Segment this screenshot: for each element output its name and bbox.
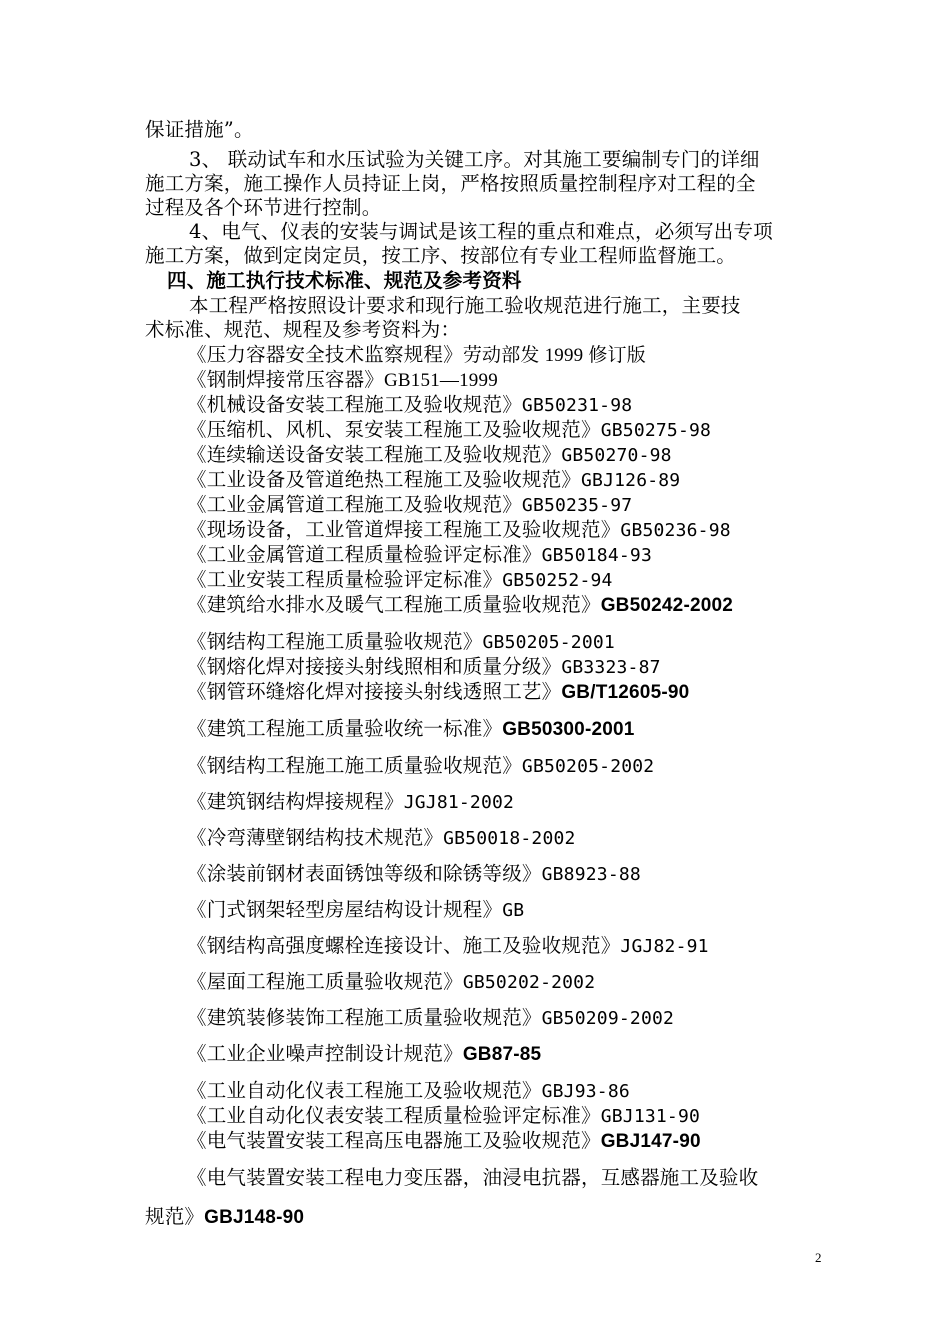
standard-code: GB50300-2001 bbox=[502, 719, 635, 740]
standard-item-wrapped-continuation bbox=[145, 1205, 304, 1230]
standard-code: GB50231-98 bbox=[521, 395, 633, 416]
standard-item bbox=[187, 630, 615, 655]
standard-code: GB50184-93 bbox=[541, 545, 652, 566]
paragraph-line: 本工程严格按照设计要求和现行施工验收规范进行施工，主要技 bbox=[189, 294, 741, 317]
standard-title: 《钢管环缝熔化焊对接接头射线透照工艺》 bbox=[187, 680, 562, 703]
standard-code: JGJ82-91 bbox=[620, 936, 709, 957]
page-number: 2 bbox=[815, 1250, 822, 1265]
standard-title: 《钢熔化焊对接接头射线照相和质量分级》 bbox=[187, 655, 562, 678]
standard-title: 《门式钢架轻型房屋结构设计规程》 bbox=[187, 898, 503, 921]
standard-item bbox=[187, 1079, 630, 1104]
standard-code: GBJ131-90 bbox=[600, 1106, 701, 1127]
paragraph-line: 过程及各个环节进行控制。 bbox=[145, 196, 382, 219]
standard-item bbox=[187, 934, 709, 959]
standard-title: 《压缩机、风机、泵安装工程施工及验收规范》 bbox=[187, 418, 601, 441]
standard-item bbox=[187, 754, 654, 779]
standard-title: 《建筑给水排水及暖气工程施工质量验收规范》 bbox=[187, 593, 601, 616]
standard-code: GB50205-2002 bbox=[521, 756, 655, 777]
standard-title: 《钢结构高强度螺栓连接设计、施工及验收规范》 bbox=[187, 934, 621, 957]
standard-item bbox=[187, 543, 652, 568]
standard-code: GB50202-2002 bbox=[462, 972, 596, 993]
standard-item bbox=[187, 393, 632, 418]
standard-item bbox=[187, 343, 646, 368]
standard-title: 《工业设备及管道绝热工程施工及验收规范》 bbox=[187, 468, 582, 491]
standard-title: 《工业自动化仪表安装工程质量检验评定标准》 bbox=[187, 1104, 601, 1127]
standard-title: 《压力容器安全技术监察规程》 bbox=[187, 343, 463, 366]
standard-item bbox=[187, 443, 672, 468]
standard-code: GB/T12605-90 bbox=[561, 682, 690, 703]
standard-code: GB50270-98 bbox=[561, 445, 672, 466]
standard-title: 《电气装置安装工程高压电器施工及验收规范》 bbox=[187, 1129, 601, 1152]
standard-item bbox=[187, 493, 632, 518]
standard-item bbox=[187, 826, 576, 851]
standard-code: GB50018-2002 bbox=[443, 828, 576, 849]
standard-title: 《建筑钢结构焊接规程》 bbox=[187, 790, 404, 813]
standard-item bbox=[187, 717, 635, 742]
standard-code: GB50205-2001 bbox=[482, 632, 615, 653]
standard-title: 《钢结构工程施工质量验收规范》 bbox=[187, 630, 483, 653]
standard-title: 《涂装前钢材表面锈蚀等级和除锈等级》 bbox=[187, 862, 542, 885]
standard-code: GB50242-2002 bbox=[600, 595, 734, 616]
paragraph-line: 施工方案，施工操作人员持证上岗，严格按照质量控制程序对工程的全 bbox=[145, 172, 756, 195]
standard-code: GB50236-98 bbox=[620, 520, 731, 541]
paragraph-line: 3、 联动试车和水压试验为关键工序。对其施工要编制专门的详细 bbox=[189, 148, 760, 171]
standard-title: 《连续输送设备安装工程施工及验收规范》 bbox=[187, 443, 562, 466]
standard-code: GB87-85 bbox=[462, 1044, 542, 1065]
standard-title: 《钢结构工程施工施工质量验收规范》 bbox=[187, 754, 522, 777]
standard-item bbox=[187, 1006, 674, 1031]
standard-code: GB151—1999 bbox=[384, 370, 498, 391]
standard-code: 劳动部发 1999 修订版 bbox=[462, 345, 646, 366]
standard-code: GB3323-87 bbox=[561, 657, 661, 678]
paragraph-line: 施工方案，做到定岗定员，按工序、按部位有专业工程师监督施工。 bbox=[145, 244, 737, 267]
standard-title: 《工业企业噪声控制设计规范》 bbox=[187, 1042, 463, 1065]
paragraph-line: 4、电气、仪表的安装与调试是该工程的重点和难点，必须写出专项 bbox=[189, 220, 773, 243]
standard-item-wrapped: 《电气装置安装工程电力变压器，油浸电抗器，互感器施工及验收 bbox=[187, 1166, 759, 1189]
standard-item bbox=[187, 862, 641, 887]
standard-title: 《工业安装工程质量检验评定标准》 bbox=[187, 568, 503, 591]
standard-code: GBJ93-86 bbox=[541, 1081, 630, 1102]
standard-code: GB bbox=[502, 900, 525, 921]
standard-item bbox=[187, 680, 689, 705]
standard-item bbox=[187, 418, 711, 443]
standard-title: 《钢制焊接常压容器》 bbox=[187, 368, 385, 391]
standard-title: 规范》 bbox=[145, 1205, 205, 1228]
standard-title: 《工业金属管道工程质量检验评定标准》 bbox=[187, 543, 542, 566]
standard-code: GB50209-2002 bbox=[541, 1008, 675, 1029]
standard-code: GBJ148-90 bbox=[204, 1207, 305, 1228]
standard-code: GB50275-98 bbox=[600, 420, 712, 441]
standard-title: 《现场设备，工业管道焊接工程施工及验收规范》 bbox=[187, 518, 621, 541]
standard-item bbox=[187, 790, 514, 815]
standard-item bbox=[187, 518, 731, 543]
standard-code: GB50235-97 bbox=[521, 495, 633, 516]
standard-item bbox=[187, 1104, 700, 1129]
standard-code: GB8923-88 bbox=[541, 864, 641, 885]
standard-title: 《建筑工程施工质量验收统一标准》 bbox=[187, 717, 503, 740]
standard-title: 《冷弯薄壁钢结构技术规范》 bbox=[187, 826, 444, 849]
standard-item bbox=[187, 970, 595, 995]
standard-title: 《工业金属管道工程施工及验收规范》 bbox=[187, 493, 522, 516]
section-heading: 四、施工执行技术标准、规范及参考资料 bbox=[167, 269, 522, 292]
paragraph-line: 术标准、规范、规程及参考资料为： bbox=[145, 318, 461, 341]
standard-item bbox=[187, 368, 498, 393]
standard-item bbox=[187, 898, 524, 923]
standard-code: JGJ81-2002 bbox=[403, 792, 515, 813]
standard-item bbox=[187, 655, 661, 680]
paragraph-line: 保证措施”。 bbox=[145, 118, 254, 141]
standard-code: GB50252-94 bbox=[502, 570, 613, 591]
standard-title: 《屋面工程施工质量验收规范》 bbox=[187, 970, 463, 993]
standard-code: GBJ126-89 bbox=[581, 470, 681, 491]
standard-item bbox=[187, 1042, 541, 1067]
standard-title: 《建筑装修装饰工程施工质量验收规范》 bbox=[187, 1006, 542, 1029]
standard-item bbox=[187, 1129, 701, 1154]
standard-item bbox=[187, 593, 733, 618]
standard-code: GBJ147-90 bbox=[600, 1131, 701, 1152]
standard-title: 《机械设备安装工程施工及验收规范》 bbox=[187, 393, 522, 416]
standard-item bbox=[187, 468, 680, 493]
standard-title: 《工业自动化仪表工程施工及验收规范》 bbox=[187, 1079, 542, 1102]
standard-item bbox=[187, 568, 613, 593]
